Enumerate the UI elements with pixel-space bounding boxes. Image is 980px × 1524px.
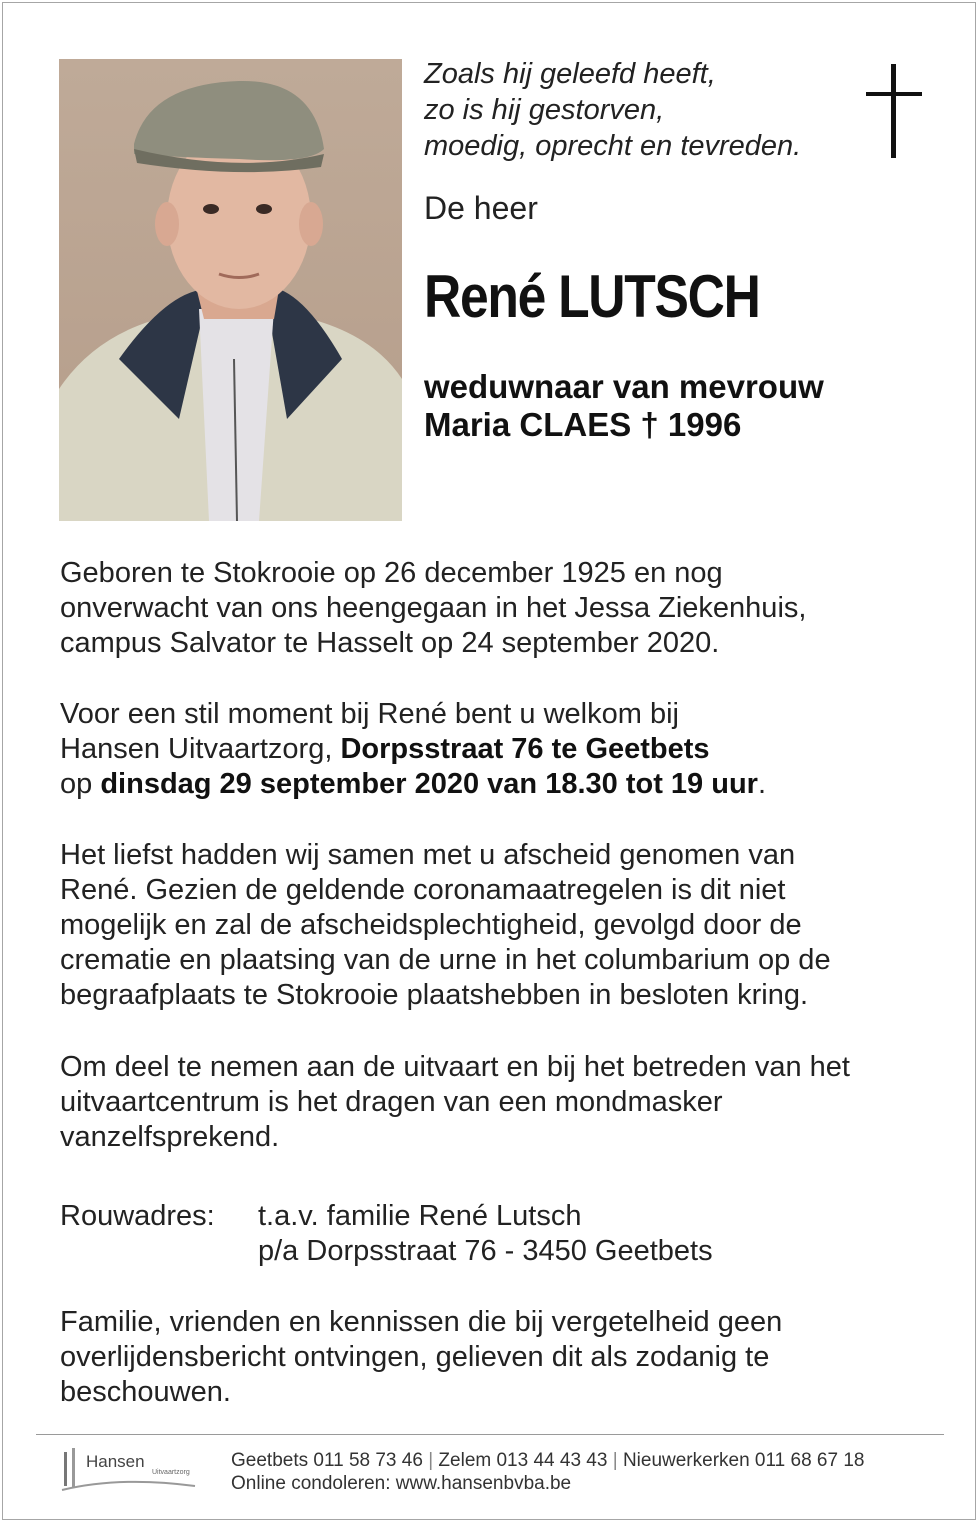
paragraph-line: Geboren te Stokrooie op 26 december 1925 en nog bbox=[60, 557, 723, 589]
salutation: De heer bbox=[424, 190, 538, 226]
widower-info bbox=[424, 368, 824, 444]
paragraph-line: campus Salvator te Hasselt op 24 september 2020. bbox=[60, 627, 720, 659]
address-lines bbox=[258, 1199, 713, 1269]
address-line: t.a.v. familie René Lutsch bbox=[258, 1200, 582, 1232]
footer-contact bbox=[231, 1449, 864, 1495]
paragraph-line: overlijdensbericht ontvingen, gelieven dit als zodanig te bbox=[60, 1341, 770, 1373]
paragraph-line: Voor een stil moment bij René bent u welkom bij bbox=[60, 698, 679, 730]
text-span: . bbox=[757, 768, 767, 800]
footer-divider bbox=[36, 1434, 944, 1435]
separator: | bbox=[428, 1450, 434, 1471]
online-condolences: Online condoleren: www.hansenbvba.be bbox=[231, 1473, 572, 1494]
text-span: Hansen Uitvaartzorg, bbox=[60, 733, 341, 765]
paragraph-line: beschouwen. bbox=[60, 1376, 231, 1408]
widower-line: weduwnaar van mevrouw bbox=[424, 368, 824, 405]
widower-line: Maria CLAES † 1996 bbox=[424, 406, 742, 443]
address-label: Rouwadres: bbox=[60, 1200, 215, 1232]
address-line: p/a Dorpsstraat 76 - 3450 Geetbets bbox=[258, 1235, 713, 1267]
birth-paragraph bbox=[60, 556, 940, 661]
logo-subtext: Uitvaartzorg bbox=[152, 1469, 190, 1476]
venue-address: Dorpsstraat 76 te Geetbets bbox=[340, 733, 710, 765]
phone-nieuwerkerken: Nieuwerkerken 011 68 67 18 bbox=[622, 1450, 865, 1471]
phone-zelem: Zelem 013 44 43 43 bbox=[438, 1450, 608, 1471]
text-span: op bbox=[60, 768, 101, 800]
portrait-photo bbox=[59, 59, 402, 521]
paragraph-line: crematie en plaatsing van de urne in het columbarium op de bbox=[60, 944, 831, 976]
separator: | bbox=[612, 1450, 618, 1471]
visit-date-time: dinsdag 29 september 2020 van 18.30 tot 19 uur bbox=[100, 768, 758, 800]
poem-line: moedig, oprecht en tevreden. bbox=[424, 130, 802, 162]
paragraph-line: onverwacht van ons heengegaan in het Jessa Ziekenhuis, bbox=[60, 592, 807, 624]
paragraph-line: begraafplaats te Stokrooie plaatshebben in besloten kring. bbox=[60, 979, 809, 1011]
memorial-poem bbox=[424, 56, 801, 164]
paragraph-line: Het liefst hadden wij samen met u afscheid genomen van bbox=[60, 839, 796, 871]
paragraph-line bbox=[60, 732, 940, 767]
deceased-name: René LUTSCH bbox=[424, 263, 760, 330]
paragraph-line: mogelijk en zal de afscheidsplechtigheid, gevolgd door de bbox=[60, 909, 802, 941]
mask-paragraph bbox=[60, 1050, 940, 1155]
poem-line: zo is hij gestorven, bbox=[424, 94, 665, 126]
paragraph-line: Om deel te nemen aan de uitvaart en bij het betreden van het bbox=[60, 1051, 850, 1083]
logo-text: Hansen bbox=[86, 1452, 145, 1471]
paragraph-line: vanzelfsprekend. bbox=[60, 1121, 280, 1153]
cross-icon bbox=[866, 64, 922, 158]
paragraph-line bbox=[60, 767, 940, 802]
phone-geetbets: Geetbets 011 58 73 46 bbox=[231, 1450, 423, 1471]
moment-paragraph bbox=[60, 697, 940, 802]
farewell-paragraph bbox=[60, 838, 940, 1013]
notice-paragraph bbox=[60, 1305, 940, 1410]
paragraph-line: uitvaartcentrum is het dragen van een mondmasker bbox=[60, 1086, 723, 1118]
poem-line: Zoals hij geleefd heeft, bbox=[424, 58, 716, 90]
paragraph-line: René. Gezien de geldende coronamaatregelen is dit niet bbox=[60, 874, 786, 906]
paragraph-line: Familie, vrienden en kennissen die bij vergetelheid geen bbox=[60, 1306, 783, 1338]
phone-numbers bbox=[231, 1449, 864, 1472]
